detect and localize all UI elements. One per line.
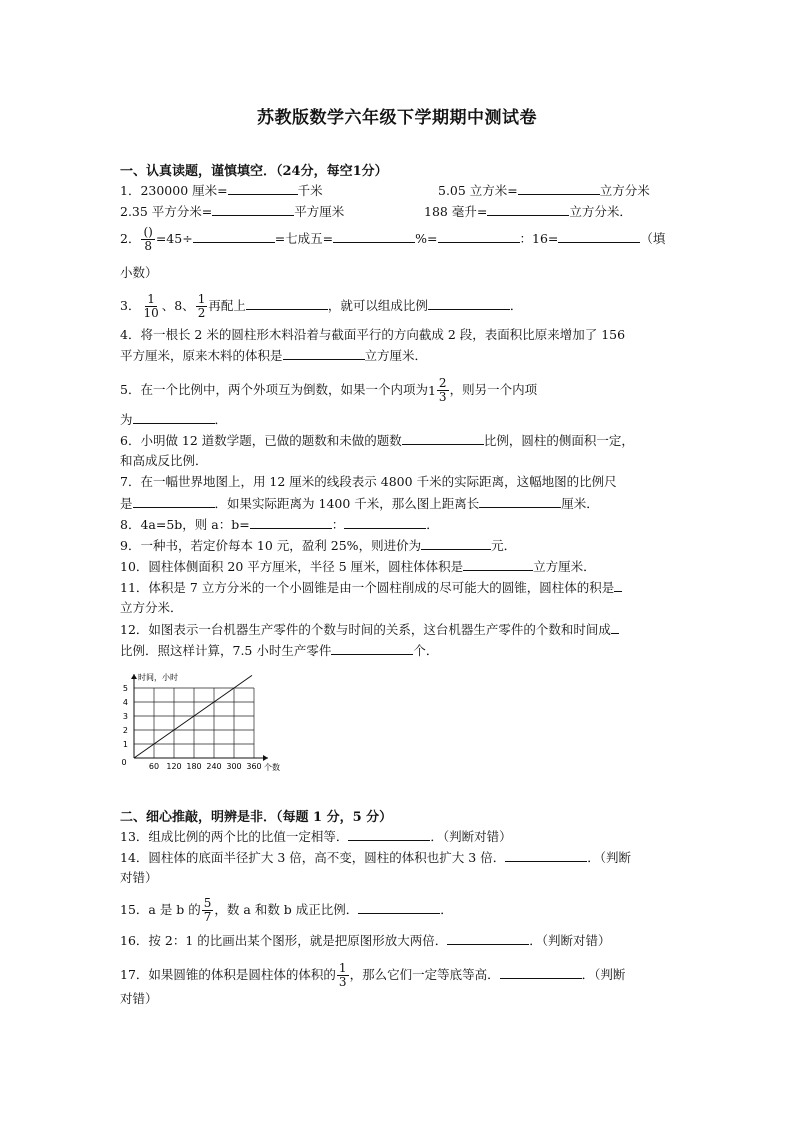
question-4-line-2: 平方厘米，原来木料的体积是 立方厘米． xyxy=(120,348,428,363)
section-1-heading: 一、认真读题，谨慎填空．（24分，每空1分） xyxy=(120,164,388,179)
q1-a-unit: 千米 xyxy=(297,183,323,198)
answer-blank[interactable] xyxy=(438,229,520,243)
answer-blank[interactable] xyxy=(402,431,484,445)
x-tick-label: 240 xyxy=(206,762,222,771)
answer-blank[interactable] xyxy=(283,346,365,360)
answer-blank[interactable] xyxy=(250,515,332,529)
y-tick-label: 1 xyxy=(122,740,128,749)
answer-blank[interactable] xyxy=(246,296,328,310)
x-axis-label: 个数 xyxy=(264,763,280,772)
section-2-heading: 二、细心推敲，明辨是非．（每题 1 分，5 分） xyxy=(120,810,393,825)
q1-b-unit: 立方分米 xyxy=(599,183,650,198)
y-tick-label: 4 xyxy=(122,698,128,707)
y-tick-label: 2 xyxy=(122,726,128,735)
x-axis-arrow xyxy=(263,755,268,761)
page-title: 苏教版数学六年级下学期期中测试卷 xyxy=(257,108,537,128)
question-1-line-1 xyxy=(120,181,323,200)
x-tick-label: 300 xyxy=(226,762,242,771)
question-2-line-1: 2． $\frac{()}{8}$ =45÷ =七成五= %= ：16= （填 xyxy=(120,225,666,253)
question-1-line-1b xyxy=(438,181,650,200)
question-6-line-2: 和高成反比例． xyxy=(120,453,208,468)
question-5-line-1: 5．在一个比例中，两个外项互为倒数，如果一个内项为 1 $\frac{2}{3}$ ，则另一个内项 xyxy=(120,376,538,404)
question-6-line-1: 6．小明做 12 道数学题，已做的题数和未做的题数 比例，圆柱的侧面积一定， xyxy=(120,433,634,448)
q1-c-text: 2.35 平方分米= xyxy=(120,204,213,219)
answer-blank[interactable] xyxy=(348,827,430,841)
answer-blank[interactable] xyxy=(487,202,569,216)
question-7-line-2: 是 ．如果实际距离为 1400 千米，那么图上距离长 厘米． xyxy=(120,496,599,511)
q1-a-text: 1．230000 厘米= xyxy=(120,183,228,198)
y-tick-label: 5 xyxy=(122,684,128,693)
mixed-number: 1 $\frac{2}{3}$ xyxy=(427,376,447,404)
x-tick-label: 60 xyxy=(148,762,160,771)
q1-c-unit: 平方厘米 xyxy=(294,204,345,219)
q2-number: 2． xyxy=(120,231,141,246)
question-12-line-1: 12．如图表示一台机器生产零件的个数与时间的关系，这台机器生产零件的个数和时间成 xyxy=(120,620,619,639)
answer-blank[interactable] xyxy=(344,515,426,529)
q1-d-text: 188 毫升= xyxy=(424,204,488,219)
question-1-line-2 xyxy=(120,202,344,221)
question-13: 13．组成比例的两个比的比值一定相等． ．（判断对错） xyxy=(120,829,512,844)
answer-blank[interactable] xyxy=(614,578,622,592)
answer-blank[interactable] xyxy=(611,620,619,634)
question-16: 16．按 2：1 的比画出某个图形，就是把原图形放大两倍． ．（判断对错） xyxy=(120,933,611,948)
question-14-line-1: 14．圆柱体的底面半径扩大 3 倍，高不变，圆柱的体积也扩大 3 倍． ．（判断 xyxy=(120,850,631,865)
answer-blank[interactable] xyxy=(500,965,582,979)
y-tick-label: 3 xyxy=(122,712,128,721)
question-1-line-2b xyxy=(424,202,632,221)
answer-blank[interactable] xyxy=(518,181,600,195)
answer-blank[interactable] xyxy=(358,900,440,914)
answer-blank[interactable] xyxy=(505,848,587,862)
x-tick-label: 360 xyxy=(246,762,262,771)
fraction: $\frac{1}{10}$ xyxy=(143,292,159,320)
fraction: $\frac{1}{3}$ xyxy=(338,961,347,989)
x-tick-label: 120 xyxy=(166,762,182,771)
question-3: 3． $\frac{1}{10}$ 、8、 $\frac{1}{2}$ 再配上 ，就可以组成比例 ． xyxy=(120,292,523,320)
question-17-line-1: 17．如果圆锥的体积是圆柱体的体积的 $\frac{1}{3}$ ，那么它们一定等底等高． ．（判断 xyxy=(120,961,626,989)
answer-blank[interactable] xyxy=(133,410,215,424)
origin-label: 0 xyxy=(121,758,127,767)
answer-blank[interactable] xyxy=(558,229,640,243)
answer-blank[interactable] xyxy=(193,229,275,243)
question-10: 10．圆柱体侧面积 20 平方厘米，半径 5 厘米，圆柱体体积是 立方厘米． xyxy=(120,559,596,574)
answer-blank[interactable] xyxy=(333,229,415,243)
answer-blank[interactable] xyxy=(428,296,510,310)
production-chart xyxy=(112,664,292,780)
question-4-line-1: 4．将一根长 2 米的圆柱形木料沿着与截面平行的方向截成 2 段，表面积比原来增加了 156 xyxy=(120,327,626,342)
answer-blank[interactable] xyxy=(228,181,298,195)
x-tick-label: 180 xyxy=(186,762,202,771)
answer-blank[interactable] xyxy=(331,641,413,655)
question-5-line-2: 为 ． xyxy=(120,412,228,427)
question-15: 15．a 是 b 的 $\frac{5}{7}$ ，数 a 和数 b 成正比例． ． xyxy=(120,896,453,924)
question-7-line-1: 7．在一幅世界地图上，用 12 厘米的线段表示 4800 千米的实际距离，这幅地图的比例尺 xyxy=(120,474,617,489)
question-11-line-2: 立方分米． xyxy=(120,600,183,615)
fraction: $\frac{5}{7}$ xyxy=(203,896,212,924)
question-2-line-2: 小数） xyxy=(120,265,158,280)
question-17-line-2: 对错） xyxy=(120,991,158,1006)
answer-blank[interactable] xyxy=(421,536,491,550)
answer-blank[interactable] xyxy=(463,557,533,571)
question-8: 8．4a=5b，则 a：b= ： ． xyxy=(120,517,439,532)
fraction: $\frac{1}{2}$ xyxy=(197,292,206,320)
answer-blank[interactable] xyxy=(479,494,561,508)
q1-d-unit: 立方分米． xyxy=(569,204,632,219)
answer-blank[interactable] xyxy=(133,494,215,508)
question-14-line-2: 对错） xyxy=(120,870,158,885)
y-axis-arrow xyxy=(131,674,137,679)
q1-b-text: 5.05 立方米= xyxy=(438,183,518,198)
answer-blank[interactable] xyxy=(212,202,294,216)
question-9: 9．一种书，若定价每本 10 元，盈利 25%，则进价为 元． xyxy=(120,538,517,553)
fraction: $\frac{()}{8}$ xyxy=(143,225,153,253)
question-11-line-1: 11．体积是 7 立方分米的一个小圆锥是由一个圆柱削成的尽可能大的圆锥，圆柱体的积是 xyxy=(120,578,622,597)
question-12-line-2: 比例．照这样计算，7.5 小时生产零件 个． xyxy=(120,643,439,658)
answer-blank[interactable] xyxy=(447,931,529,945)
y-axis-label: 时间，小时 xyxy=(138,673,178,682)
